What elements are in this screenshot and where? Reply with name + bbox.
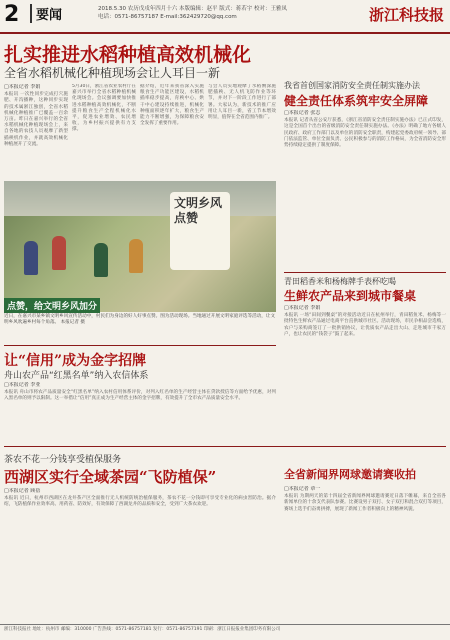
photo-figure xyxy=(94,243,108,277)
lead-subheadline: 全省水稻机械化种植现场会让人耳目一新 xyxy=(4,66,221,80)
story-body xyxy=(284,110,446,270)
lead-column-4: 与会人员实地观摩了水稻侧深施肥插秧、无人机飞防作业等环节，并对下一阶段工作进行了部署。大家认为，新技术的推广应用让人耳目一新，省工节本增效明显，值得在全省范围内推广。 xyxy=(208,84,276,121)
lead-column-2: 5月30日，浙江省农业农村厅在嘉兴市举行全省水稻种植机械化现场会。会议强调要加快推进水稻种植高效机械化，不断提升粮食生产全程机械化水平，促进农业增效、农民增收，为乡村振兴提供有力支撑。 xyxy=(72,84,136,133)
photo-figure xyxy=(129,239,143,273)
story-text: 本报讯 舟山市将农产品质量安全“红黑名单”纳入农村信用体系评价，对列入红名单的生产经营主体在贷款授信等方面给予优惠，对列入黑名单的则予以限制。这一举措让“信用”真正成为生产经营主体的金字招牌，有效提升了全市农产品质量安全水平。 xyxy=(4,390,276,402)
story-byline: □本报记者 章一 xyxy=(284,486,321,492)
lead-byline: □本报记者 李娟 xyxy=(4,84,41,90)
page-number: 2 xyxy=(4,2,20,27)
photo-sign: 文明乡风点赞 xyxy=(170,192,230,270)
divider xyxy=(4,345,276,346)
section-name: 要闻 xyxy=(30,4,62,23)
header-info xyxy=(98,5,348,21)
story-body xyxy=(4,382,276,444)
story-kicker: 茶农不花一分钱享受植保服务 xyxy=(4,455,122,465)
header-info-line: 2018.5.30 农历戊戌年四月十六 本版编辑：赵平 版式：蒋若宇 校对：王雅凤 xyxy=(98,6,287,12)
story-byline: □本报记者 李亚 xyxy=(4,382,41,388)
divider xyxy=(284,272,446,273)
story-kicker: 青田稻香米和杨梅牌手表杯吃喝 xyxy=(284,277,396,286)
divider xyxy=(4,446,446,447)
story-body xyxy=(284,486,446,622)
story-headline: 生鲜农产品来到城市餐桌 xyxy=(284,289,417,303)
masthead xyxy=(0,0,450,34)
story-byline: □本报记者 李娟 xyxy=(284,305,321,311)
story-kicker: 我省首创国家消防安全责任制实施办法 xyxy=(284,81,420,90)
photo-background xyxy=(4,181,276,216)
photo-caption: 近日，在嘉兴市某乡镇文明乡风宣传活动中，村民们为身边的好人好事点赞。图为活动现场。当地通过开展文明家庭评选等活动，让文明乡风吹遍乡村每个角落。 本报记者 摄 xyxy=(4,314,276,325)
header-contact-line: 电话：0571-86757187 E-mail:362429720@qq.com xyxy=(98,14,237,20)
lead-headline: 扎实推进水稻种植高效机械化 xyxy=(4,44,252,66)
news-photo xyxy=(4,181,276,312)
lead-column-3: 据介绍，近年来我省深入实施粮食生产功能区建设，水稻机插率稳步提高，育秧中心、烘干中心建设持续推进，机械化种植面积逐年扩大，粮食生产能力不断增强，为保障粮食安全发挥了重要作用。 xyxy=(140,84,204,127)
story-byline: □本报记者 张志 xyxy=(284,110,321,116)
story-headline: 让“信用”成为金字招牌 xyxy=(4,353,147,369)
lead-column-1 xyxy=(4,84,68,179)
story-text: 本报讯 记者从省公安厅获悉，《浙江省消防安全责任制实施办法》已正式印发，这是全国首个出台的省级消防安全责任制实施办法。《办法》明确了地方各级人民政府、政府工作部门以及单位的消防安全职责，构建起党委政府统一领导、部门依法监管、单位全面负责、公民积极参与的消防工作格局，为全省消防安全形势持续稳定提供了制度保障。 xyxy=(284,118,446,149)
photo-figure xyxy=(24,241,38,275)
story-text: 本报讯 为期两天的第十四届全省新闻界网球邀请赛近日落下帷幕，来自全省各新闻单位的十余支代表队参赛。比赛设男子双打、女子双打和混合双打等项目，赛场上选手们奋勇拼搏，展现了新闻工作者积极向上的精神风貌。 xyxy=(284,494,446,512)
page-footer: 浙江科技报社 地址：杭州市 邮编：310000 广告热线：0571-86757181 发行：0571-86757191 印刷：浙江日报报业集团印务有限公司 xyxy=(0,624,450,640)
lead-text: 本报讯 一次性同步完成打穴施肥、开沟播种，这种同步实现的技术属浙江独创，全省水稻机械化种植推广已覆盖一百余万亩。昨日在嘉兴举行的全省水稻机械化种植现场会上，来自各地的农技人员观摩了新型插秧机作业，并就高效机械化种植展开了交流。 xyxy=(4,92,68,147)
story-headline: 健全责任体系筑牢安全屏障 xyxy=(284,94,429,108)
story-text: 本报讯 近日，杭州市西湖区在龙井茶产区全面推行无人机统防统治植保服务，茶农不花一分钱即可享受专业化的病虫害防治。据介绍，飞防植保作业效率高、用药省、防效好，有效保障了西湖龙井的品质和安全，受到广大茶农欢迎。 xyxy=(4,496,276,508)
photo-label: 点赞，给文明乡风加分 xyxy=(4,298,100,313)
story-body xyxy=(284,305,446,443)
story-body xyxy=(4,488,276,622)
story-text: 本报讯 一场“田间到餐桌”的对接活动近日在杭州举行，青田稻鱼米、杨梅等一批特色生鲜农产品通过电商平台直供城市社区。活动现场，市民争相品尝选购，农户与采购商签订了一批供销协议，让优质农产品走出大山、走进城市千家万户，也让农民的“钱袋子”鼓了起来。 xyxy=(284,313,446,337)
story-headline: 全省新闻界网球邀请赛收拍 xyxy=(284,468,416,481)
story-headline: 西湖区实行全域茶园“飞防植保” xyxy=(4,468,217,486)
story-subheadline: 舟山农产品“红黑名单”纳入农信体系 xyxy=(4,371,149,381)
newspaper-logo: 浙江科技报 xyxy=(368,6,444,24)
photo-figure xyxy=(52,236,66,270)
story-byline: □本报记者 顾蓓 xyxy=(4,488,41,494)
